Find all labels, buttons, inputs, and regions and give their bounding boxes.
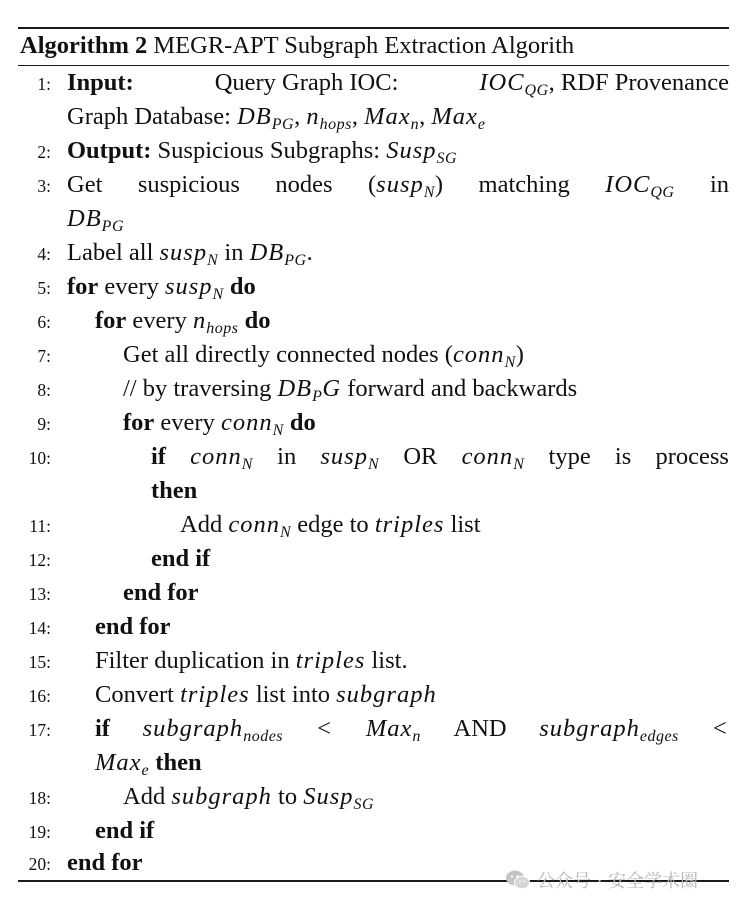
line-text: Input: Query Graph IOC: $IOC_{QG}$, RDF Provenance — [67, 69, 729, 99]
line-text: end for — [95, 613, 171, 640]
algorithm-line-7 — [0, 338, 747, 372]
line-number: 18: — [28, 788, 51, 808]
algorithm-line-1 — [0, 66, 747, 100]
algorithm-line-10-cont — [0, 474, 747, 508]
line-number: 13: — [28, 584, 51, 604]
line-text: end if — [151, 545, 211, 572]
line-number: 10: — [28, 448, 51, 468]
watermark-text: 公众号 · 安全学术圈 — [537, 871, 699, 892]
watermark — [505, 867, 698, 893]
line-text: then — [151, 477, 198, 504]
algorithm-line-1-cont — [0, 100, 747, 134]
algorithm-caption — [20, 31, 574, 61]
algorithm-title: MEGR-APT Subgraph Extraction Algorith — [153, 32, 575, 59]
line-number: 5: — [37, 278, 51, 298]
wechat-icon — [505, 869, 531, 891]
algorithm-line-18 — [0, 780, 747, 814]
algorithm-line-3-cont — [0, 202, 747, 236]
line-number: 15: — [28, 652, 51, 672]
algorithm-line-3 — [0, 168, 747, 202]
line-text: end for — [67, 849, 143, 876]
line-text: Convert triples list into subgraph — [95, 681, 437, 708]
line-number: 4: — [37, 244, 51, 264]
line-text: Output: Suspicious Subgraphs: Susp$_{SG}$ — [67, 137, 458, 167]
line-text: Label all susp$_N$ in $DB_{PG}$. — [67, 239, 313, 269]
line-number: 9: — [37, 414, 51, 434]
line-number: 6: — [37, 312, 51, 332]
line-number: 12: — [28, 550, 51, 570]
line-text: // by traversing $DB_PG$ forward and backwards — [123, 375, 578, 405]
algorithm-line-12 — [0, 542, 747, 576]
line-text: Add subgraph to Susp$_{SG}$ — [123, 783, 375, 813]
line-number: 17: — [28, 720, 51, 740]
algorithm-line-17 — [0, 712, 747, 746]
line-number: 14: — [28, 618, 51, 638]
algorithm-line-5 — [0, 270, 747, 304]
line-text: if conn$_N$ in susp$_N$ OR conn$_N$ type is process — [151, 443, 729, 473]
line-text: if subgraph$_{nodes}$ < Max$_n$ AND subgraph$_{edges}$ < — [95, 715, 729, 745]
algorithm-line-6 — [0, 304, 747, 338]
line-number: 11: — [29, 516, 51, 536]
algorithm-line-13 — [0, 576, 747, 610]
line-text: end for — [123, 579, 199, 606]
line-number: 19: — [28, 822, 51, 842]
line-text: Max$_e$ then — [95, 749, 202, 779]
algorithm-line-14 — [0, 610, 747, 644]
algorithm-line-8 — [0, 372, 747, 406]
line-text: end if — [95, 817, 155, 844]
line-text: Get suspicious nodes (susp$_N$) matching $IOC_{QG}$ in — [67, 171, 729, 201]
line-number: 20: — [28, 854, 51, 874]
line-number: 1: — [37, 74, 51, 94]
algorithm-line-19 — [0, 814, 747, 848]
algorithm-line-16 — [0, 678, 747, 712]
line-text: for every conn$_N$ do — [123, 409, 316, 439]
line-text: Filter duplication in triples list. — [95, 647, 408, 674]
line-number: 16: — [28, 686, 51, 706]
algorithm-line-2 — [0, 134, 747, 168]
algorithm-line-9 — [0, 406, 747, 440]
algorithm-line-17-cont — [0, 746, 747, 780]
algorithm-line-15 — [0, 644, 747, 678]
line-number: 2: — [37, 142, 51, 162]
line-number: 3: — [37, 176, 51, 196]
line-number: 7: — [37, 346, 51, 366]
line-number: 8: — [37, 380, 51, 400]
line-text: Get all directly connected nodes (conn$_N$) — [123, 341, 524, 371]
line-text: for every $n_{hops}$ do — [95, 307, 271, 337]
line-text: $DB_{PG}$ — [67, 205, 124, 235]
top-rule — [18, 27, 729, 29]
algorithm-line-10 — [0, 440, 747, 474]
algorithm-line-11 — [0, 508, 747, 542]
line-text: for every susp$_N$ do — [67, 273, 256, 303]
algorithm-line-4 — [0, 236, 747, 270]
line-text: Add conn$_N$ edge to triples list — [180, 511, 481, 541]
line-text: Graph Database: $DB_{PG}$, $n_{hops}$, Max$_n$, Max$_e$ — [67, 103, 486, 133]
algorithm-label: Algorithm 2 — [20, 32, 148, 59]
